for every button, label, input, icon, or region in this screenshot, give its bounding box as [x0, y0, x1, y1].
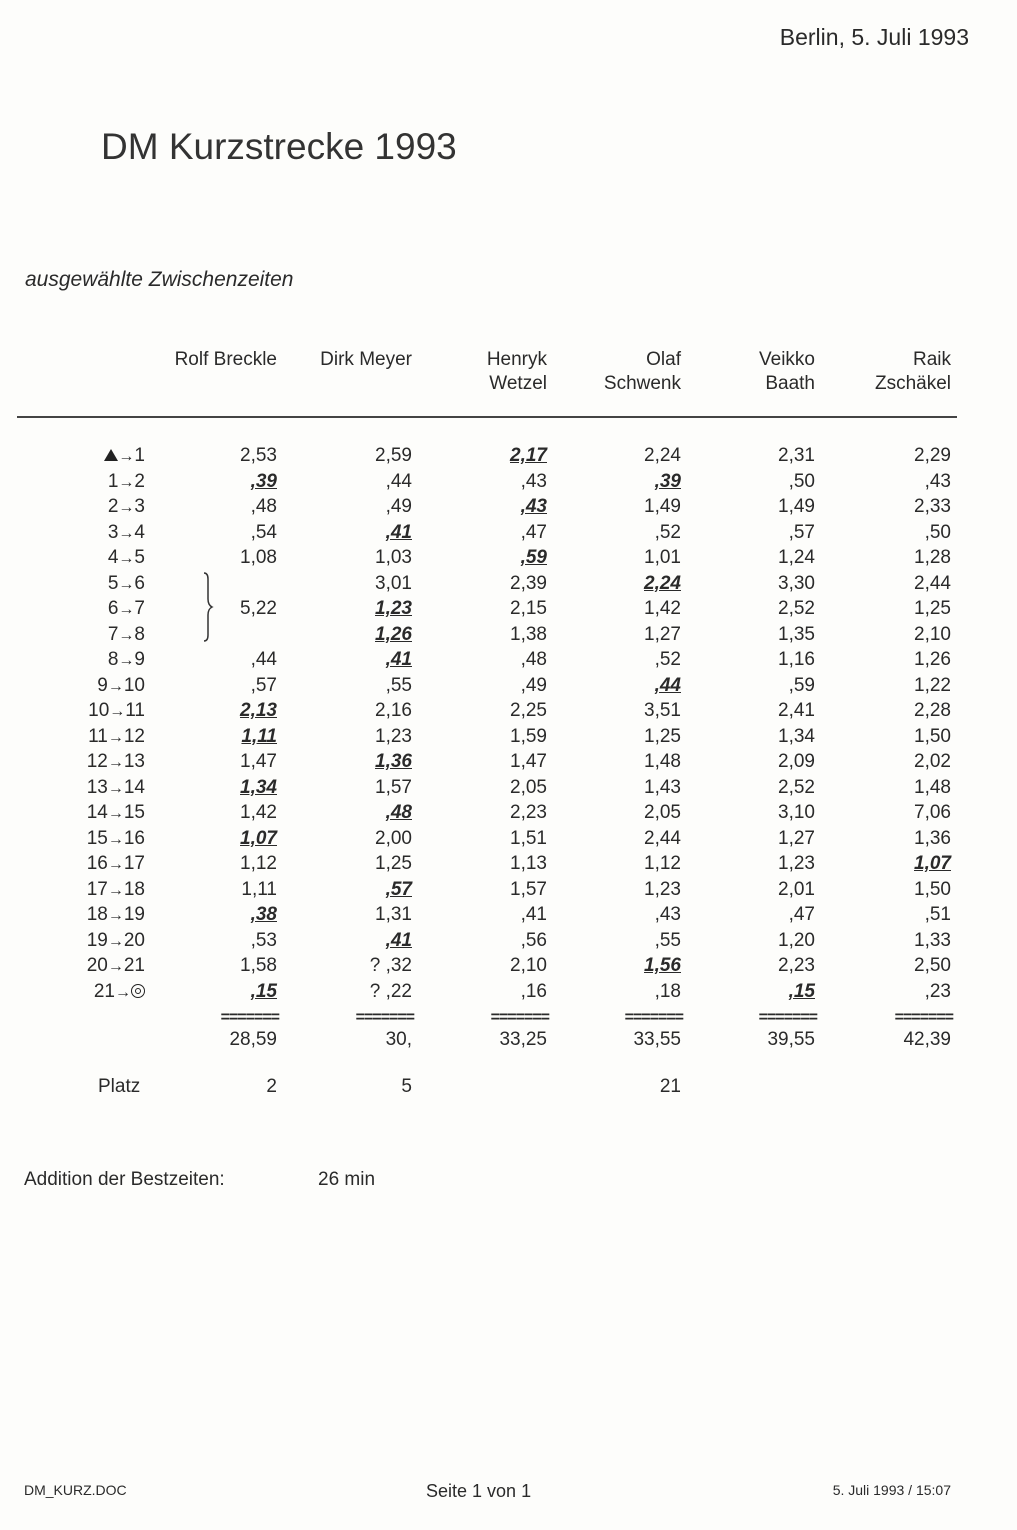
column-header-line: Veikko: [759, 349, 815, 370]
split-time: 3,01: [375, 572, 412, 594]
total-separator: =======: [490, 1009, 549, 1026]
split-time: 1,48: [914, 776, 951, 798]
split-row: [0, 598, 1017, 623]
split-time: 1,16: [778, 649, 815, 670]
split-time: 1,50: [914, 725, 951, 747]
document-date: Berlin, 5. Juli 1993: [779, 24, 969, 50]
best-split-time: ,39: [250, 470, 277, 492]
arrow-right-icon: →: [107, 728, 124, 746]
split-time: 2,50: [914, 955, 951, 976]
split-time: 2,25: [510, 700, 547, 721]
split-from: 7: [107, 623, 119, 645]
split-time: 1,33: [914, 929, 951, 951]
total-separator: =======: [758, 1009, 817, 1026]
arrow-right-icon: →: [107, 907, 124, 924]
best-split-time: ,59: [520, 547, 547, 568]
split-time: 2,10: [914, 623, 951, 645]
split-time: 1,42: [644, 598, 681, 619]
split-time: ,57: [788, 521, 815, 543]
split-label: [87, 879, 145, 901]
best-split-time: 1,11: [241, 725, 277, 747]
split-to: 14: [123, 776, 145, 798]
arrow-right-icon: →: [118, 499, 135, 516]
split-from: 10: [88, 700, 110, 721]
split-time: 3,51: [644, 700, 681, 721]
split-time: 1,20: [778, 929, 815, 951]
best-split-time: 2,24: [644, 572, 681, 594]
split-time: 7,06: [914, 802, 951, 823]
split-time: 1,12: [644, 853, 681, 874]
total-time: 33,55: [633, 1029, 681, 1050]
split-label: [87, 777, 145, 799]
split-time: 1,50: [914, 878, 951, 900]
split-from: 5: [107, 572, 119, 594]
split-label: [87, 930, 145, 952]
split-time: ,41: [520, 904, 547, 925]
total-time: 30,: [385, 1029, 412, 1050]
split-time: 1,51: [510, 827, 547, 849]
split-time: 2,44: [914, 572, 951, 594]
split-row: [0, 879, 1017, 904]
header-rule: [17, 416, 957, 418]
split-time: 2,44: [644, 827, 681, 849]
split-time: 2,52: [778, 776, 815, 798]
split-from: 4: [107, 547, 119, 568]
split-to: 20: [123, 929, 145, 951]
split-label: [108, 624, 145, 646]
split-to: 16: [123, 827, 145, 849]
split-time: 2,33: [914, 496, 951, 517]
split-time: ,52: [654, 521, 681, 543]
footer-timestamp: 5. Juli 1993 / 15:07: [832, 1482, 951, 1498]
split-row: [0, 751, 1017, 776]
best-split-time: 1,36: [375, 751, 412, 772]
best-split-time: 1,34: [240, 776, 277, 798]
best-split-time: ,41: [385, 521, 412, 543]
split-from: 2: [107, 496, 119, 517]
split-time: ,48: [520, 649, 547, 670]
split-time: 2,53: [240, 445, 277, 466]
column-header: [875, 348, 951, 396]
split-time: 1,26: [914, 649, 951, 670]
split-time: 1,59: [510, 725, 547, 747]
split-to: 5: [134, 547, 145, 568]
split-from: 6: [107, 598, 119, 619]
split-time: 1,47: [510, 751, 547, 772]
split-row: [0, 675, 1017, 700]
split-from: 18: [86, 904, 108, 925]
split-label: [87, 828, 145, 850]
split-time: 2,28: [914, 700, 951, 721]
best-split-time: ,41: [385, 649, 412, 670]
split-label: [108, 471, 145, 493]
best-split-time: ,44: [654, 674, 681, 696]
split-time: ,55: [654, 929, 681, 951]
column-header-line: Zschäkel: [874, 373, 951, 394]
split-row: [0, 726, 1017, 751]
split-time: ,44: [385, 470, 412, 492]
split-time: ? ,22: [369, 980, 412, 1002]
split-time: 1,36: [914, 827, 951, 849]
column-header-line: Wetzel: [489, 373, 547, 394]
total-separator: =======: [894, 1009, 953, 1026]
split-time: 1,47: [240, 751, 277, 772]
document-subtitle: ausgewählte Zwischenzeiten: [25, 268, 294, 291]
split-to: 9: [134, 649, 145, 670]
arrow-right-icon: →: [107, 677, 124, 695]
arrow-right-icon: →: [109, 703, 126, 720]
best-split-time: ,38: [250, 904, 277, 925]
arrow-right-icon: →: [118, 448, 135, 465]
arrow-right-icon: →: [118, 601, 135, 618]
split-time: 1,49: [644, 496, 681, 517]
split-time: 1,22: [914, 674, 951, 696]
split-to: 2: [134, 470, 145, 492]
split-label: [87, 802, 145, 824]
total-time: 39,55: [767, 1029, 815, 1050]
split-row: [0, 955, 1017, 980]
split-time: 2,59: [375, 445, 412, 466]
split-time: 2,05: [644, 802, 681, 823]
best-split-time: 1,07: [240, 827, 277, 849]
arrow-right-icon: →: [107, 830, 124, 848]
split-time: 3,30: [778, 572, 815, 594]
split-row: [0, 522, 1017, 547]
column-header-line: Henryk: [486, 349, 547, 370]
best-split-time: ,41: [385, 929, 412, 951]
split-time: ,44: [250, 649, 277, 670]
best-split-time: 1,56: [644, 955, 681, 976]
split-time: ,49: [385, 496, 412, 517]
arrow-right-icon: →: [115, 983, 131, 1001]
split-time: 1,01: [644, 547, 681, 568]
total-time: 28,59: [229, 1029, 277, 1050]
split-from: 15: [86, 827, 108, 849]
column-header-line: Raik: [912, 349, 951, 370]
finish-circle-icon: [131, 984, 145, 998]
split-time: 2,23: [778, 955, 815, 976]
split-label: [87, 853, 145, 875]
split-from: 20: [86, 955, 108, 976]
split-time: 1,25: [644, 725, 681, 747]
split-time: ,16: [520, 980, 547, 1002]
arrow-right-icon: →: [107, 856, 124, 873]
split-time: 1,48: [644, 751, 681, 772]
split-to: 15: [123, 802, 145, 823]
split-time: 2,16: [375, 700, 412, 721]
split-from: 21: [93, 980, 115, 1002]
arrow-right-icon: →: [107, 779, 124, 797]
split-label: [97, 675, 145, 697]
split-time: ,56: [520, 929, 547, 951]
split-time: 1,25: [375, 853, 412, 874]
split-time: ,50: [924, 521, 951, 543]
split-time: 2,01: [778, 878, 815, 900]
column-header-line: Olaf: [646, 349, 681, 370]
split-time: 2,02: [914, 751, 951, 772]
split-time: 1,27: [778, 827, 815, 849]
split-time: 3,10: [778, 802, 815, 823]
split-label: [94, 981, 145, 1003]
split-time: 1,23: [778, 853, 815, 874]
split-time: 2,23: [510, 802, 547, 823]
arrow-right-icon: →: [118, 575, 135, 593]
split-time: ,23: [924, 980, 951, 1002]
split-from: 11: [88, 725, 108, 747]
split-time: 1,27: [644, 623, 681, 645]
best-split-time: ,43: [520, 496, 547, 517]
split-time: 1,43: [644, 776, 681, 798]
split-row: [0, 828, 1017, 853]
footer-page-number: Seite 1 von 1: [426, 1481, 532, 1501]
arrow-right-icon: →: [118, 550, 135, 567]
split-from: 9: [97, 674, 108, 696]
split-time: ,57: [250, 674, 277, 696]
platz-value: 21: [659, 1076, 681, 1097]
split-label: [88, 726, 145, 748]
split-time: 1,03: [375, 547, 412, 568]
split-to: 12: [123, 725, 145, 747]
split-time: 2,10: [510, 955, 547, 976]
best-split-time: 1,26: [375, 623, 412, 645]
total-time: 33,25: [499, 1029, 547, 1050]
split-time: ,47: [520, 521, 547, 543]
split-label: [108, 547, 145, 569]
split-time: ? ,32: [369, 955, 412, 976]
split-to: 1: [134, 445, 145, 466]
document-title: DM Kurzstrecke 1993: [101, 126, 457, 167]
split-label: [87, 904, 145, 926]
split-time: ,50: [788, 470, 815, 492]
best-split-time: 1,23: [375, 598, 412, 619]
split-from: 17: [86, 878, 108, 900]
total-separator: =======: [220, 1009, 279, 1026]
split-time: ,43: [520, 470, 547, 492]
split-row: [0, 624, 1017, 649]
column-header: [759, 348, 815, 396]
split-time: 5,22: [240, 598, 277, 619]
total-separator: =======: [624, 1009, 683, 1026]
best-split-time: ,57: [385, 878, 412, 900]
split-time: ,52: [654, 649, 681, 670]
split-label: [87, 751, 145, 773]
column-header: [320, 348, 412, 372]
split-time: 1,35: [778, 623, 815, 645]
split-time: ,51: [924, 904, 951, 925]
split-to: 4: [134, 521, 145, 543]
split-row: [0, 547, 1017, 572]
best-split-time: 1,07: [914, 853, 951, 874]
split-time: 2,00: [375, 827, 412, 849]
column-header-line: Dirk Meyer: [320, 349, 412, 370]
split-time: ,53: [250, 929, 277, 951]
split-row: [0, 981, 1017, 1006]
platz-value: 2: [266, 1076, 277, 1097]
split-label: [87, 955, 145, 977]
split-to: 17: [123, 853, 145, 874]
split-time: 2,31: [778, 445, 815, 466]
best-split-time: 2,17: [510, 445, 547, 466]
split-time: 1,34: [778, 725, 815, 747]
split-label: [104, 445, 145, 467]
split-label: [108, 522, 145, 544]
split-row: [0, 700, 1017, 725]
split-time: 2,41: [778, 700, 815, 721]
split-time: 1,25: [914, 598, 951, 619]
total-time: 42,39: [903, 1029, 951, 1050]
split-time: 1,11: [241, 878, 277, 900]
split-to: 13: [123, 751, 145, 772]
best-split-time: ,15: [788, 980, 815, 1002]
split-time: 1,13: [510, 853, 547, 874]
split-time: ,59: [788, 674, 815, 696]
split-label: [108, 573, 145, 595]
column-header-line: Schwenk: [603, 373, 681, 394]
split-from: 1: [107, 470, 119, 492]
split-label: [88, 700, 145, 722]
addition-label: Addition der Bestzeiten:: [24, 1169, 225, 1190]
split-to: 21: [123, 955, 145, 976]
best-split-time: ,48: [385, 802, 412, 823]
merged-split-brace: [198, 571, 218, 643]
arrow-right-icon: →: [107, 805, 124, 822]
split-to: 7: [134, 598, 145, 619]
split-row: [0, 573, 1017, 598]
split-label: [108, 496, 145, 518]
split-time: 1,23: [375, 725, 412, 747]
split-time: 2,39: [510, 572, 547, 594]
addition-value: 26 min: [318, 1169, 376, 1190]
split-time: 1,12: [240, 853, 277, 874]
split-time: ,47: [788, 904, 815, 925]
split-time: 1,08: [240, 547, 277, 568]
split-time: 2,29: [914, 445, 951, 466]
split-to: 8: [134, 623, 145, 645]
column-header-line: Baath: [765, 373, 815, 394]
arrow-right-icon: →: [107, 754, 124, 771]
split-from: 3: [107, 521, 119, 543]
split-row: [0, 445, 1017, 470]
start-triangle-icon: [104, 449, 118, 461]
best-split-time: ,15: [250, 980, 277, 1002]
split-time: ,43: [654, 904, 681, 925]
split-time: ,55: [385, 674, 412, 696]
split-row: [0, 930, 1017, 955]
footer-filename: DM_KURZ.DOC: [24, 1482, 127, 1498]
arrow-right-icon: →: [118, 524, 135, 542]
split-row: [0, 777, 1017, 802]
arrow-right-icon: →: [118, 652, 135, 669]
split-from: 14: [86, 802, 108, 823]
split-label: [108, 598, 145, 620]
split-row: [0, 496, 1017, 521]
platz-value: 5: [401, 1076, 412, 1097]
total-separator: =======: [355, 1009, 414, 1026]
split-label: [108, 649, 145, 671]
split-time: ,54: [250, 521, 277, 543]
split-row: [0, 904, 1017, 929]
split-time: 2,05: [510, 776, 547, 798]
split-to: 6: [134, 572, 145, 594]
best-split-time: ,39: [654, 470, 681, 492]
split-time: 1,57: [375, 776, 412, 798]
platz-label: Platz: [98, 1076, 141, 1097]
split-time: 2,24: [644, 445, 681, 466]
arrow-right-icon: →: [107, 958, 124, 975]
arrow-right-icon: →: [107, 881, 124, 899]
split-from: 16: [86, 853, 108, 874]
split-to: 18: [123, 878, 145, 900]
split-time: 2,52: [778, 598, 815, 619]
column-header: [487, 348, 547, 396]
split-from: 19: [86, 929, 108, 951]
split-time: 1,31: [375, 904, 412, 925]
split-to: 19: [123, 904, 145, 925]
split-to: 10: [123, 674, 145, 696]
split-row: [0, 802, 1017, 827]
split-row: [0, 853, 1017, 878]
arrow-right-icon: →: [107, 932, 124, 950]
split-to: 11: [125, 700, 145, 721]
split-time: ,48: [250, 496, 277, 517]
split-from: 13: [86, 776, 108, 798]
arrow-right-icon: →: [118, 626, 135, 644]
split-time: 1,28: [914, 547, 951, 568]
split-time: 2,09: [778, 751, 815, 772]
split-time: ,49: [520, 674, 547, 696]
best-split-time: 2,13: [240, 700, 277, 721]
split-row: [0, 649, 1017, 674]
arrow-right-icon: →: [118, 473, 135, 491]
column-header: [604, 348, 681, 396]
split-time: 1,38: [510, 623, 547, 645]
split-time: ,18: [654, 980, 681, 1002]
split-time: 1,49: [778, 496, 815, 517]
split-from: 12: [86, 751, 108, 772]
split-time: 1,42: [240, 802, 277, 823]
split-from: 8: [107, 649, 119, 670]
column-header-line: Rolf Breckle: [174, 349, 277, 370]
split-time: 1,57: [510, 878, 547, 900]
split-time: ,43: [924, 470, 951, 492]
split-time: 1,24: [778, 547, 815, 568]
split-time: 2,15: [510, 598, 547, 619]
split-time: 1,58: [240, 955, 277, 976]
split-row: [0, 471, 1017, 496]
split-time: 1,23: [644, 878, 681, 900]
column-header: [175, 348, 277, 372]
split-to: 3: [134, 496, 145, 517]
